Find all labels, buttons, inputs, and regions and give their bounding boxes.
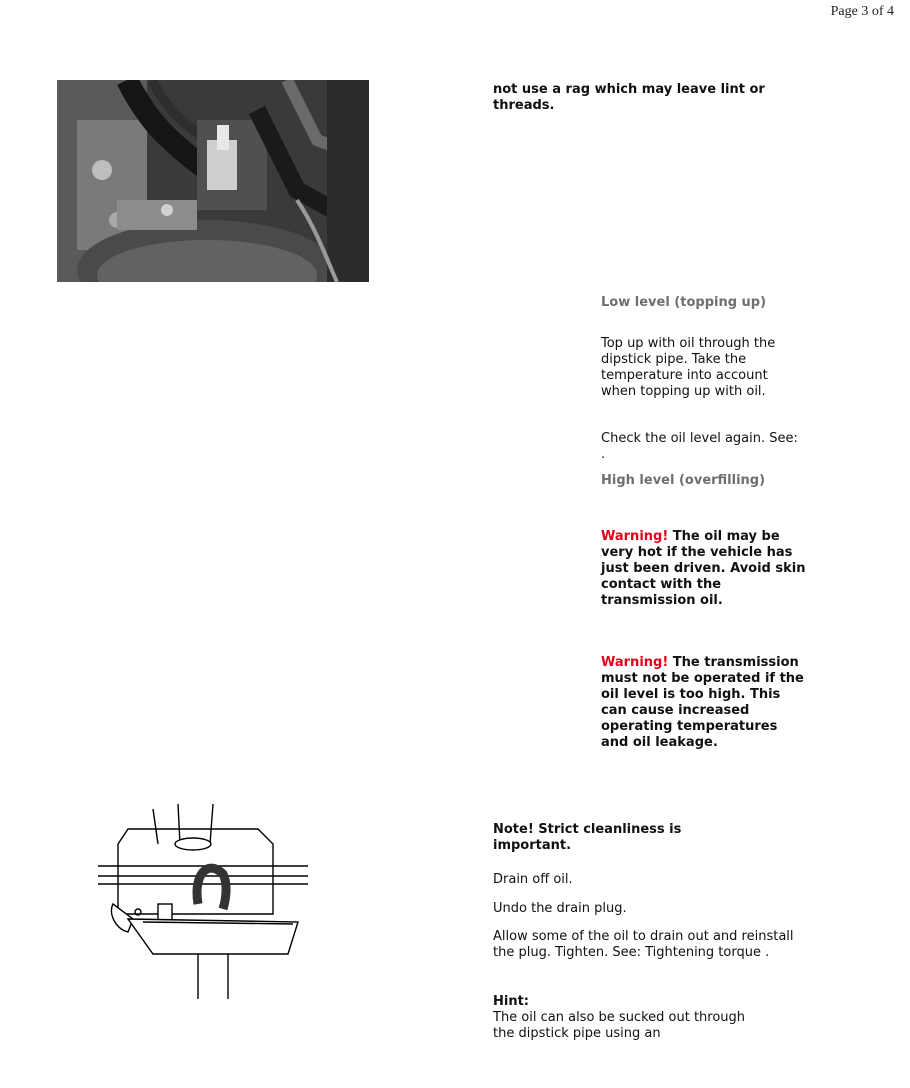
warning-overfill	[601, 655, 809, 751]
high-level-heading	[601, 473, 801, 489]
top-up-text: Top up with oil through the dipstick pipe. Take the temperature into account when topping up with oil.	[601, 336, 776, 399]
hint-text	[493, 1010, 753, 1042]
transmission-photo	[57, 80, 369, 282]
warning-hot-oil	[601, 529, 809, 609]
cleanliness-note-text: Note! Strict cleanliness is important.	[493, 822, 682, 853]
drain-oil-text: Drain off oil.	[493, 872, 573, 887]
drain-plug-illustration	[98, 804, 308, 1004]
hint-text-content: The oil can also be sucked out through the dipstick pipe using an	[493, 1010, 746, 1041]
page-number: Page 3 of 4	[830, 4, 894, 19]
hint-label	[493, 994, 693, 1010]
high-level-heading-text: High level (overfilling)	[601, 473, 766, 488]
warning-text-1: The oil may be very hot if the vehicle has just been driven. Avoid skin contact with the transmission oil.	[601, 529, 806, 608]
check-oil-text: Check the oil level again. See: .	[601, 431, 798, 462]
warning-label-2: Warning!	[601, 655, 669, 670]
rag-warning-text-content: not use a rag which may leave lint or threads.	[493, 82, 765, 113]
warning-label-1: Warning!	[601, 529, 669, 544]
rag-warning-text	[493, 82, 793, 114]
warning-text-2: The transmission must not be operated if the oil level is too high. This can cause increased operating temperatures and oil leakage.	[601, 655, 804, 750]
top-up-paragraph	[601, 336, 806, 400]
reinstall-plug-step	[493, 929, 805, 961]
check-oil-paragraph	[601, 431, 801, 463]
low-level-heading-text: Low level (topping up)	[601, 295, 767, 310]
hint-label-text: Hint:	[493, 994, 530, 1009]
reinstall-plug-text: Allow some of the oil to drain out and reinstall the plug. Tighten. See: Tightening torque .	[493, 929, 794, 960]
low-level-heading	[601, 295, 801, 311]
drain-oil-step	[493, 872, 793, 888]
undo-plug-step	[493, 901, 793, 917]
undo-plug-text: Undo the drain plug.	[493, 901, 627, 916]
cleanliness-note	[493, 822, 753, 854]
